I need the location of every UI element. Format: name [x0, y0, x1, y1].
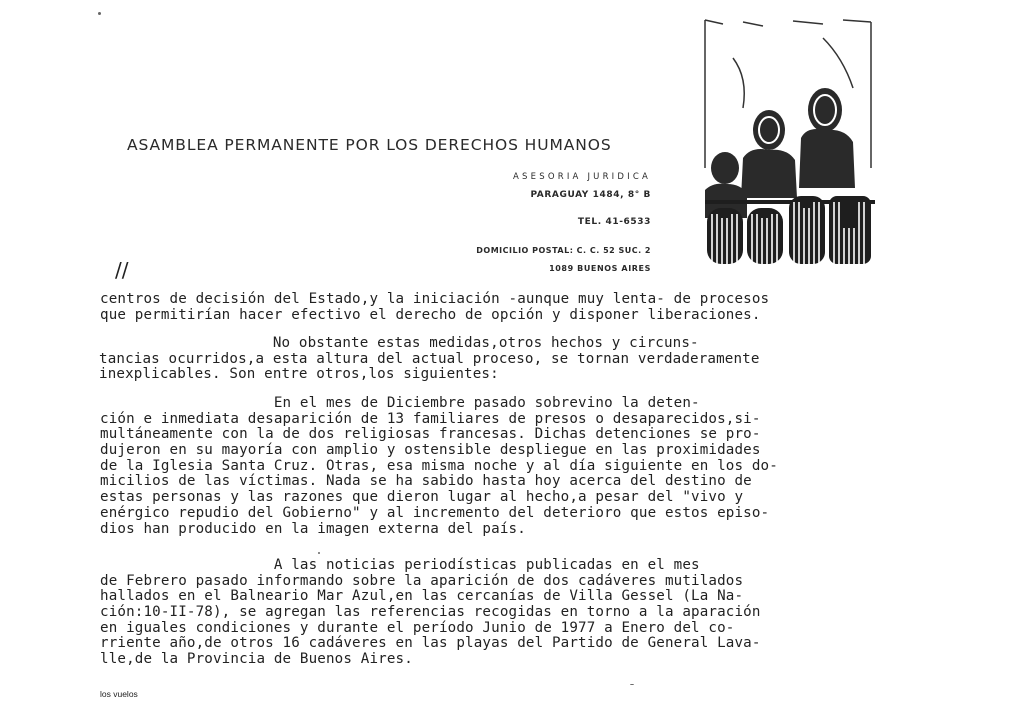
text-line: micilios de las víctimas. Nada se ha sabido hasta hoy acerca del destino de — [100, 473, 752, 490]
text-line: ción e inmediata desaparición de 13 familiares de presos o desaparecidos,si- — [100, 410, 761, 427]
text-line: dujeron en su mayoría con amplio y ostensible despliegue en las proximidades — [100, 442, 761, 459]
paper-speck — [318, 552, 320, 554]
footnote-caption: los vuelos — [100, 689, 138, 699]
text-line: enérgico repudio del Gobierno" y al incremento del deterioro que estos episo- — [100, 504, 770, 521]
text-line: hallados en el Balneario Mar Azul,en las cercanías de Villa Gessel (La Na- — [100, 588, 744, 605]
text-line: rriente año,de otros 16 cadáveres en las playas del Partido de General Lava- — [100, 635, 761, 652]
text-line: A las noticias periodísticas publicadas en el mes — [100, 557, 700, 573]
page-continuation-marker: // — [115, 258, 129, 282]
letterhead-address: PARAGUAY 1484, 8° B — [530, 190, 651, 200]
apdh-logo — [703, 18, 875, 268]
paper-speck — [98, 12, 101, 15]
paper-speck — [630, 684, 634, 685]
text-line: en iguales condiciones y durante el período Junio de 1977 a Enero del co- — [100, 619, 735, 636]
text-line: En el mes de Diciembre pasado sobrevino la deten- — [100, 395, 700, 411]
letterhead-phone: TEL. 41-6533 — [577, 217, 651, 227]
text-line: No obstante estas medidas,otros hechos y circuns- — [99, 335, 699, 351]
text-line: de la Iglesia Santa Cruz. Otras, esa misma noche y al día siguiente en los do- — [100, 457, 778, 474]
paragraph-2 — [99, 336, 760, 383]
text-line: de Febrero pasado informando sobre la aparición de dos cadáveres mutilados — [100, 572, 744, 589]
text-line: lle,de la Provincia de Buenos Aires. — [100, 651, 413, 668]
letterhead-org-name: ASAMBLEA PERMANENTE POR LOS DERECHOS HUMANOS — [127, 136, 612, 154]
text-line: que permitirían hacer efectivo el derecho de opción y disponer liberaciones. — [100, 306, 761, 323]
paragraph-4 — [100, 558, 761, 668]
text-line: ción:10-II-78), se agregan las referencias recogidas en torno a la aparación — [100, 604, 761, 621]
text-line: centros de decisión del Estado,y la iniciación -aunque muy lenta- de procesos — [100, 291, 770, 307]
paragraph-3 — [100, 396, 778, 537]
text-line: estas personas y las razones que dieron lugar al hecho,a pesar del "vivo y — [100, 489, 744, 506]
letterhead-city: 1089 BUENOS AIRES — [549, 264, 651, 273]
letterhead-sub-unit: ASESORIA JURIDICA — [513, 172, 651, 182]
paragraph-1 — [100, 292, 769, 323]
text-line: inexplicables. Son entre otros,los siguientes: — [99, 366, 499, 383]
text-line: multáneamente con la de dos religiosas francesas. Dichas detenciones se pro- — [100, 426, 761, 443]
letterhead-postal: DOMICILIO POSTAL: C. C. 52 SUC. 2 — [476, 246, 651, 255]
text-line: dios han producido en la imagen externa del país. — [100, 520, 526, 537]
text-line: tancias ocurridos,a esta altura del actual proceso, se tornan verdaderamente — [99, 350, 760, 367]
